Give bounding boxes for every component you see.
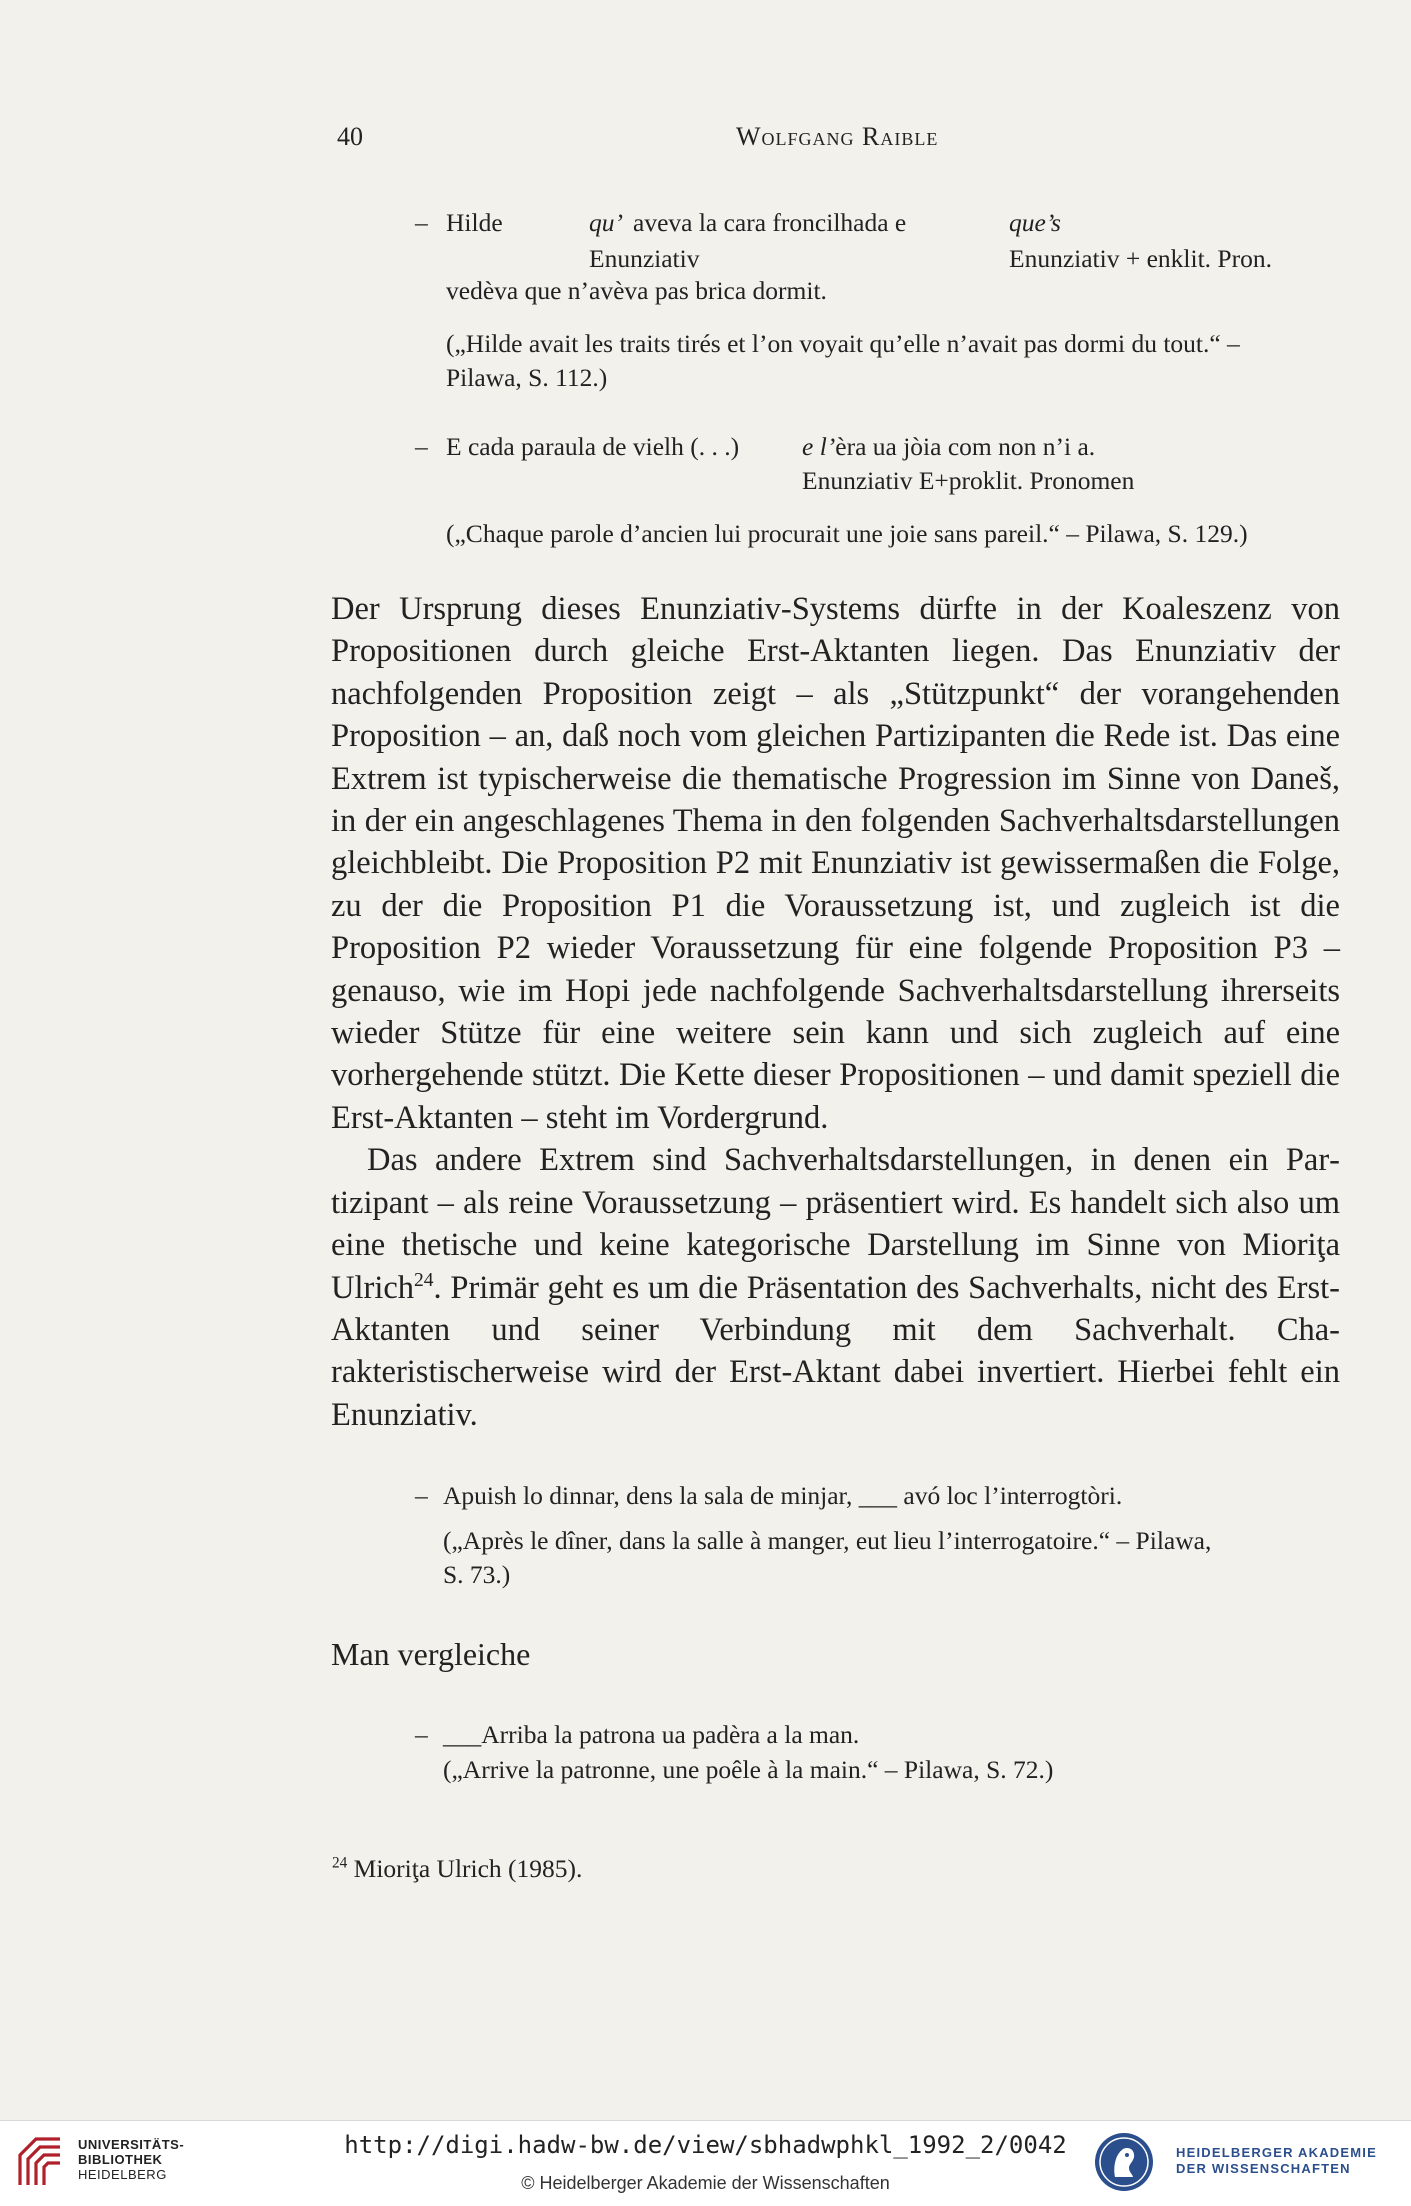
- example2-translation: („Chaque parole d’ancien lui procurait une joie sans pareil.“ – Pilawa, S. 129.): [446, 519, 1248, 548]
- example3-dash: –: [415, 1481, 428, 1510]
- example2-e: e: [802, 432, 814, 461]
- example4-dash: –: [415, 1720, 428, 1749]
- library-name-l1: UNIVERSITÄTS-: [78, 2137, 185, 2152]
- example3-text: Apuish lo dinnar, dens la sala de minjar, ___ avó loc l’interrogtòri.: [443, 1481, 1123, 1510]
- example1-gloss1: Enunziativ: [589, 244, 700, 273]
- paragraph-1: Der Ursprung dieses Enunziativ-Systems dürfte in der Koaleszenz von Propositionen durch gleiche Erst-Aktanten liegen. Das Enunziativ der nachfolgenden Proposition zeigt – als „Stützpunkt“ der vorangehenden Proposition – an, daß noch vom gleichen Partizipanten die Rede ist. Das eine Extrem ist typischerweise die thematische Progression im Sinne von Daneš, in der ein angeschlagenes Thema in den folgenden Sachverhaltsdarstellungen gleichbleibt. Die Proposition P2 mit Enunziativ ist gewissermaßen die Folge, zu der die Proposition P1 die Voraussetzung ist, und zugleich ist die Proposition P2 wieder Voraussetzung für eine folgende Proposition P3 – genauso, wie im Hopi jede nachfolgende Sachverhaltsdarstellung ihrerseits wieder Stütze für eine weitere sein kann und sich zugleich auf eine vorhergehende stützt. Die Kette dieser Propositionen – und damit speziell die Erst-Aktanten – steht im Vordergrund.: [331, 591, 1340, 1136]
- example1-dash: –: [415, 208, 428, 237]
- example2-text: E cada paraula de vielh (. . .): [446, 432, 740, 461]
- footnote-number: 24: [332, 1854, 348, 1872]
- example2-l: l’: [819, 432, 836, 461]
- footnote-ref: 24: [414, 1269, 434, 1291]
- example1-ques: que’s: [1009, 208, 1061, 237]
- library-name-l3: HEIDELBERG: [78, 2167, 167, 2182]
- example1-rel: qu’: [589, 208, 623, 237]
- paragraph-2-part-b: . Primär geht es um die Präsentation des Sachverhalts, nicht des Erst-Aktanten und seiner Verbindung mit dem Sachverhalt. Charakteristischerweise wird der Erst-Aktant dabei invertiert. Hierbei fehlt ein Enunziativ.: [331, 1269, 1340, 1433]
- paragraph-2: [331, 1139, 1340, 1436]
- example1-line2: vedèva que n’avèva pas brica dormit.: [446, 276, 827, 305]
- document-url-link[interactable]: http://digi.hadw-bw.de/view/sbhadwphkl_1992_2/0042: [344, 2131, 1067, 2159]
- example1-translation-l2: Pilawa, S. 112.): [446, 363, 608, 392]
- example2-rest: èra ua jòia com non n’i a.: [835, 432, 1096, 461]
- footnote: [332, 1854, 582, 1884]
- copyright-notice: © Heidelberger Akademie der Wissenschaften: [521, 2173, 890, 2193]
- example1-translation-l1: („Hilde avait les traits tirés et l’on voyait qu’elle n’avait pas dormi du tout.“ –: [446, 329, 1240, 358]
- academy-seal-icon: [1093, 2131, 1155, 2193]
- example3-translation-l2: S. 73.): [443, 1560, 511, 1589]
- example2-continuation: [802, 429, 1095, 464]
- example1-rest: aveva la cara froncilhada e: [633, 208, 907, 237]
- academy-name-l2: DER WISSENSCHAFTEN: [1176, 2161, 1351, 2176]
- page-number: 40: [337, 122, 363, 151]
- example2-gloss: Enunziativ E+proklit. Pronomen: [802, 466, 1135, 495]
- example1-gloss2: Enunziativ + enklit. Pron.: [1009, 244, 1272, 273]
- example4-text: ___Arriba la patrona ua padèra a la man.: [443, 1720, 860, 1749]
- section-heading: Man vergleiche: [331, 1636, 531, 1672]
- library-name-l2: BIBLIOTHEK: [78, 2152, 163, 2167]
- example2-dash: –: [415, 432, 428, 461]
- academy-name: [1176, 2145, 1377, 2177]
- example4-translation: („Arrive la patronne, une poêle à la main.“ – Pilawa, S. 72.): [443, 1755, 1054, 1784]
- example3-translation-l1: („Après le dîner, dans la salle à manger, eut lieu l’interrogatoire.“ – Pilawa,: [443, 1526, 1212, 1555]
- footnote-text: Mioriţa Ulrich (1985).: [353, 1854, 583, 1883]
- body-text: [331, 588, 1340, 1436]
- example1-subject: Hilde: [446, 208, 503, 237]
- running-head-author: Wolfgang Raible: [736, 122, 939, 151]
- academy-name-l1: HEIDELBERGER AKADEMIE: [1176, 2145, 1377, 2160]
- paragraph-2-part-a: Das andere Extrem sind Sachverhaltsdarstellungen, in denen ein Partizipant – als reine Voraussetzung – präsentiert wird. Es handelt sich also um eine thetische und keine kategorische Darstellung im Sinne von Mioriţa Ulrich: [331, 1142, 1340, 1306]
- footer-bar: [0, 2120, 1411, 2206]
